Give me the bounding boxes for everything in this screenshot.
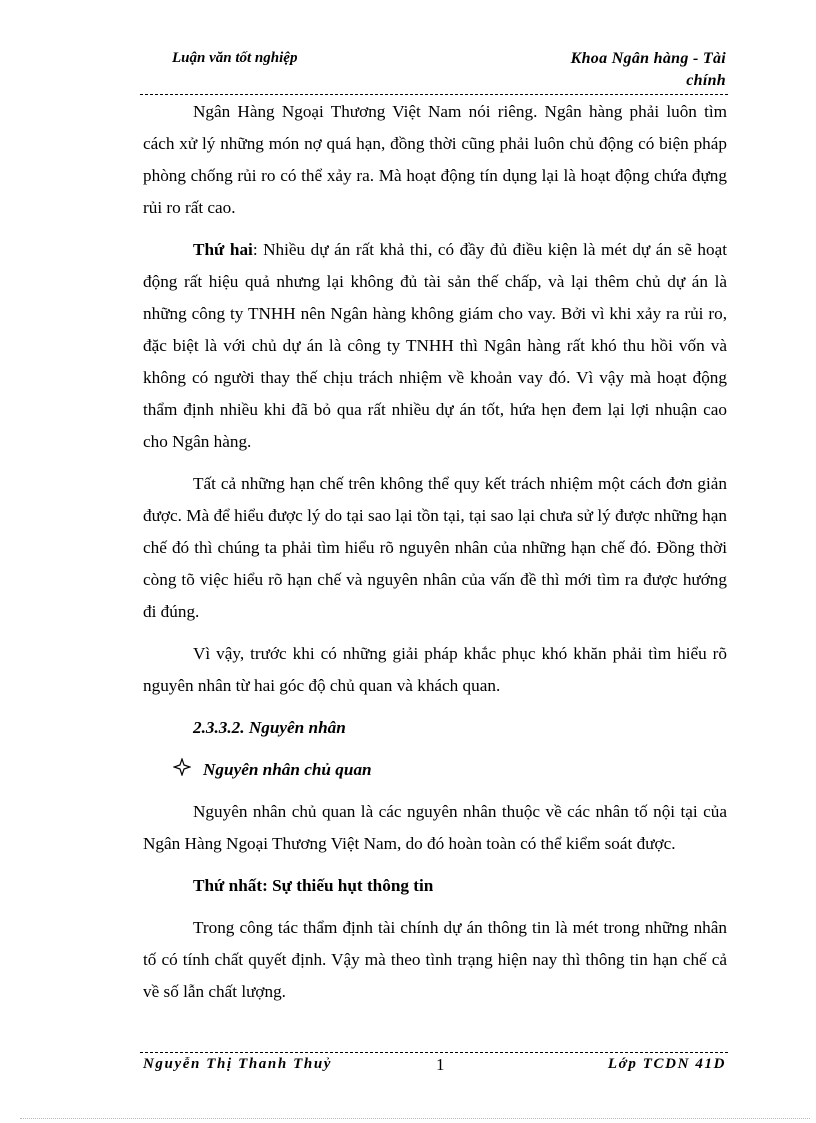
paragraph-5: Nguyên nhân chủ quan là các nguyên nhân thuộc về các nhân tố nội tại của Ngân Hàng Ngoại Thương Việt Nam, do đó hoàn toàn có thể kiểm soát được.	[143, 802, 727, 853]
four-pointed-star-icon	[173, 754, 191, 786]
paragraph-2	[143, 234, 727, 458]
section-heading: 2.3.3.2. Nguyên nhân	[193, 718, 346, 737]
document-body	[143, 96, 727, 1008]
header-faculty-label	[540, 48, 726, 92]
footer-page-number: 1	[436, 1055, 445, 1074]
bullet-heading	[173, 754, 727, 786]
paragraph-6: Trong công tác thẩm định tài chính dự án thông tin là mét trong những nhân tố có tính chất quyết định. Vậy mà theo tình trạng hiện nay thì thông tin hạn chế cả về số lẫn chất lượng.	[143, 918, 727, 1001]
footer-divider	[140, 1052, 728, 1053]
footer-author: Nguyễn Thị Thanh Thuỷ	[143, 1056, 333, 1072]
paragraph-2-label: Thứ hai	[193, 240, 253, 259]
subheading: Thứ nhất: Sự thiếu hụt thông tin	[193, 876, 434, 895]
page-bottom-edge	[20, 1118, 810, 1119]
paragraph-3: Tất cả những hạn chế trên không thể quy kết trách nhiệm một cách đơn giản được. Mà để hiểu được lý do tại sao lại tồn tại, tại sao lại chưa sử lý được những hạn chế đó thì chúng ta phải tìm hiểu rõ nguyên nhân của những hạn chế đó. Đồng thời còng tõ việc hiểu rõ hạn chế và nguyên nhân của vấn đề thì mới tìm ra được hướng đi đúng.	[143, 474, 727, 621]
bullet-heading-text: Nguyên nhân chủ quan	[203, 760, 372, 779]
footer-class: Lớp TCDN 41D	[607, 1056, 726, 1072]
paragraph-1: Ngân Hàng Ngoại Thương Việt Nam nói riêng. Ngân hàng phải luôn tìm cách xử lý những món nợ quá hạn, đồng thời cũng phải luôn chủ động có biện pháp phòng chống rủi ro có thể xảy ra. Mà hoạt động tín dụng lại là hoạt động chứa đựng rủi ro rất cao.	[143, 102, 727, 217]
paragraph-4: Vì vậy, trước khi có những giải pháp khắc phục khó khăn phải tìm hiểu rõ nguyên nhân từ hai góc độ chủ quan và khách quan.	[143, 644, 727, 695]
header-divider	[140, 94, 728, 95]
paragraph-2-text: : Nhiều dự án rất khả thi, có đầy đủ điều kiện là mét dự án sẽ hoạt động rất hiệu quả nhưng lại không đủ tài sản thế chấp, và lại thêm chủ dự án là những công ty TNHH nên Ngân hàng không giám cho vay. Bởi vì khi xảy ra rủi ro, đặc biệt là với chủ dự án là công ty TNHH thì Ngân hàng rất khó thu hồi vốn và không có người thay thế chịu trách nhiệm về khoản vay đó. Vì vậy mà hoạt động thẩm định nhiều khi đã bỏ qua rất nhiều dự án tốt, hứa hẹn đem lại lợi nhuận cao cho Ngân hàng.	[143, 240, 728, 451]
header-faculty-line1: Khoa Ngân hàng - Tài	[570, 50, 726, 67]
header-faculty-line2: chính	[686, 72, 726, 89]
header-thesis-label: Luận văn tốt nghiệp	[172, 50, 298, 66]
